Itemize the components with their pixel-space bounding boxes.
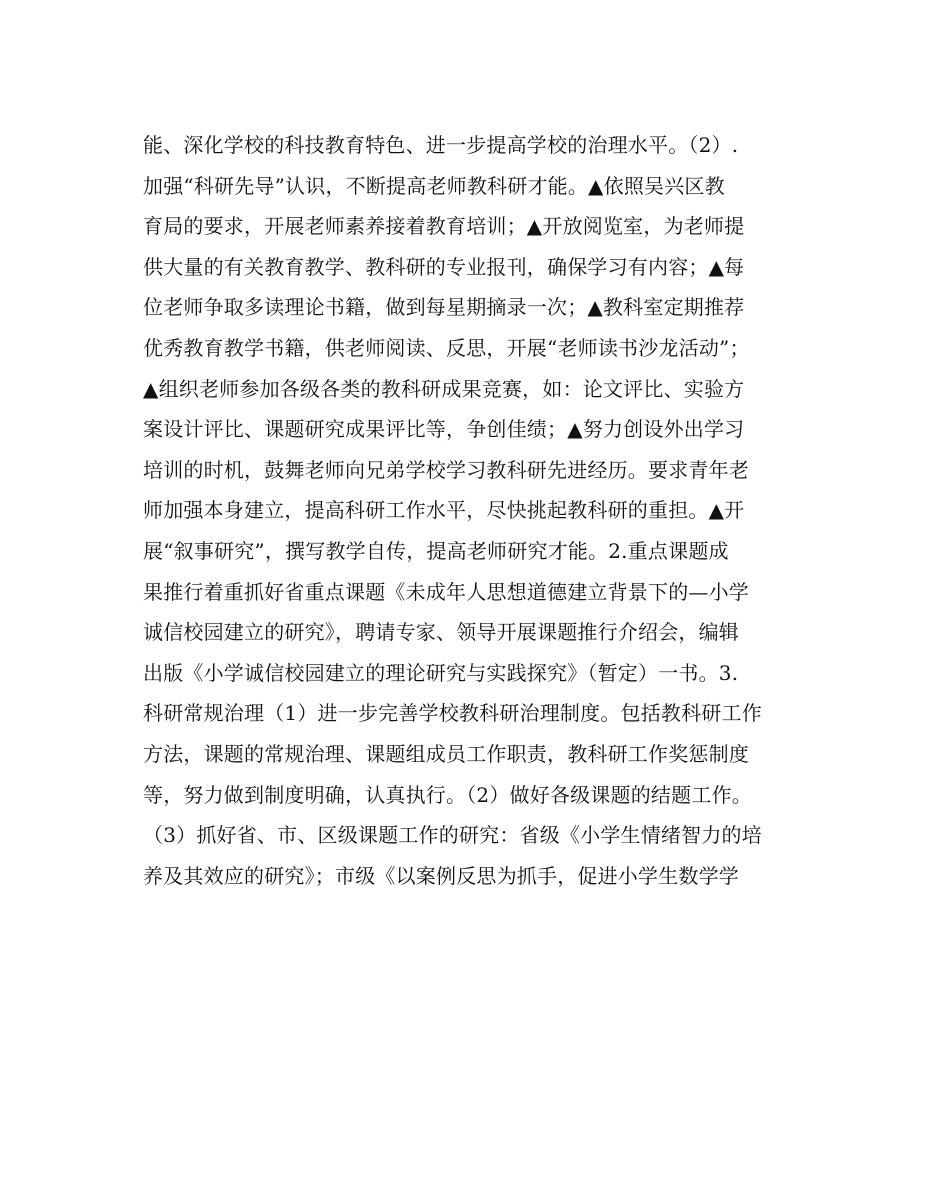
text-line: 师加强本身建立，提高科研工作水平，尽快挑起教科研的重担。▲开 <box>143 498 745 523</box>
text-line: 培训的时机，鼓舞老师向兄弟学校学习教科研先进经历。要求青年老 <box>143 457 749 482</box>
text-line: 位老师争取多读理论书籍，做到每星期摘录一次；▲教科室定期推荐 <box>143 295 745 320</box>
text-line: 果推行着重抓好省重点课题《未成年人思想道德建立背景下的—小学 <box>143 579 749 604</box>
text-line: 案设计评比、课题研究成果评比等，争创佳绩；▲努力创设外出学习 <box>143 417 745 442</box>
text-line: 育局的要求，开展老师素养接着教育培训；▲开放阅览室，为老师提 <box>143 214 745 239</box>
text-line: 养及其效应的研究》；市级《以案例反思为抓手，促进小学生数学学 <box>143 863 739 888</box>
text-line: 优秀教育教学书籍，供老师阅读、反思，开展“老师读书沙龙活动”； <box>143 335 750 360</box>
text-line: 加强“科研先导”认识，不断提高老师教科研才能。▲依照吴兴区教 <box>143 173 725 198</box>
text-line: 展“叙事研究”，撰写教学自传，提高老师研究才能。2.重点课题成 <box>143 538 729 563</box>
text-line: 出版《小学诚信校园建立的理论研究与实践探究》（暂定）一书。3. <box>143 660 739 685</box>
text-line: 供大量的有关教育教学、教科研的专业报刊，确保学习有内容；▲每 <box>143 254 745 279</box>
text-line: ▲组织老师参加各级各类的教科研成果竞赛，如：论文评比、实验方 <box>143 376 745 401</box>
text-line: 能、深化学校的科技教育特色、进一步提高学校的治理水平。（2）. <box>143 133 739 157</box>
text-line: 等，努力做到制度明确，认真执行。（2）做好各级课题的结题工作。 <box>143 782 752 807</box>
text-line: 方法，课题的常规治理、课题组成员工作职责，教科研工作奖惩制度 <box>143 741 749 766</box>
text-line: （3）抓好省、市、区级课题工作的研究：省级《小学生情绪智力的培 <box>143 823 762 848</box>
text-line: 科研常规治理（1）进一步完善学校教科研治理制度。包括教科研工作 <box>143 701 762 726</box>
text-line: 诚信校园建立的研究》，聘请专家、领导开展课题推行介绍会，编辑 <box>143 620 739 645</box>
body-paragraph <box>143 125 811 896</box>
